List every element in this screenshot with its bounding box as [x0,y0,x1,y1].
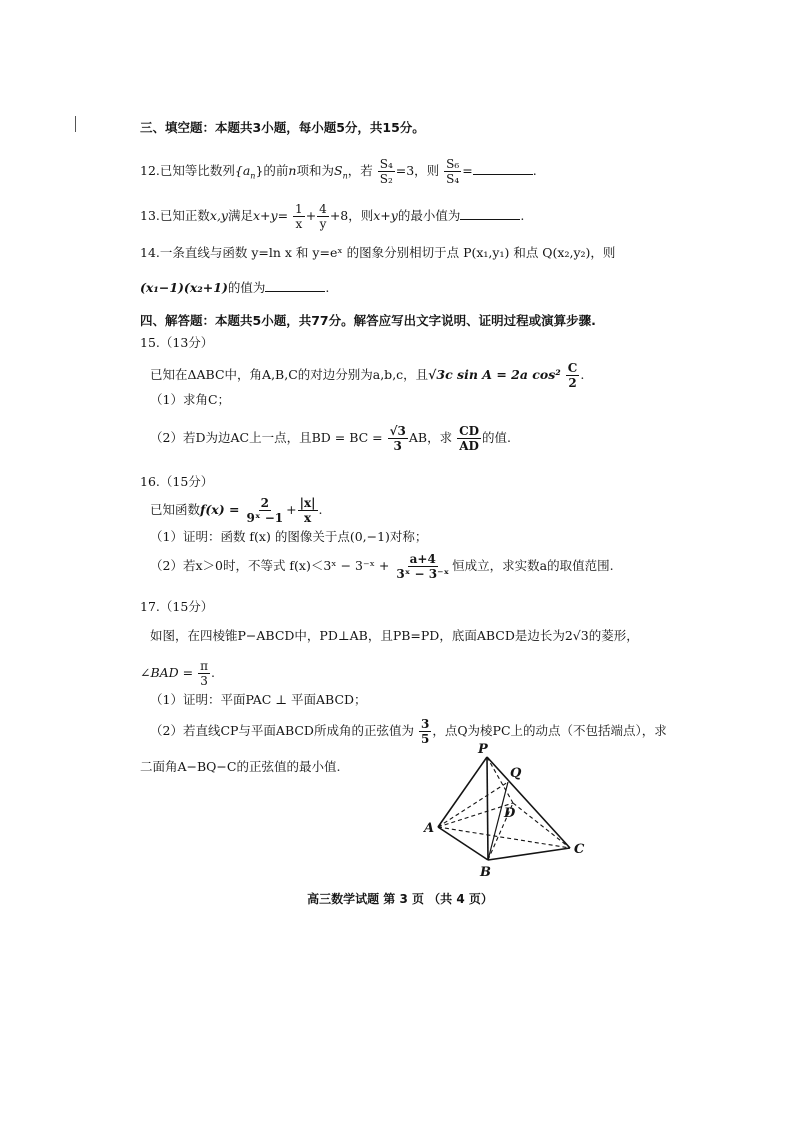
question-16-header: 16.（15分） [140,474,214,489]
fraction-3-5: $\frac{3}{5}$ [420,717,430,746]
question-17-part2: （2）若直线CP与平面ABCD所成角的正弦值为 $\frac{3}{5}$ ，点Q为棱PC上的动点（不包括端点），求 [150,717,667,746]
label-b: B [480,865,491,880]
fraction-absx-x: $\frac{|x|}{x}$ [299,496,316,525]
fraction-sqrt3-3: $\frac{√3}{3}$ [389,424,406,453]
answer-blank-14[interactable] [265,279,325,292]
edge-ab [438,827,488,860]
fraction-2-9x: $\frac{2}{\text{9ˣ −1}}$ [246,496,284,525]
question-17-stem2: ∠BAD = $\frac{\pi}{3}$ . [140,659,216,688]
question-17-stem1: 如图，在四棱锥P−ABCD中，PD⊥AB，且PB=PD，底面ABCD是边长为2√3的菱形， [150,628,639,643]
fraction-pi-3: $\frac{\pi}{3}$ [200,659,209,688]
fraction-cd-ad: $\frac{CD}{AD}$ [459,424,480,453]
fraction-a4: $\frac{a+4}{\text{3ˣ − 3⁻ˣ}}$ [396,552,450,581]
question-14-line2: (x₁−1)(x₂+1)的值为 . [140,280,330,295]
segment-aq [438,782,508,827]
question-17-header: 17.（15分） [140,599,214,614]
fraction-c-2: $\frac{C}{2}$ [567,361,578,390]
answer-blank-12[interactable] [473,162,533,175]
question-15-header: 15.（13分） [140,335,214,350]
question-17-part1: （1）证明：平面PAC ⊥ 平面ABCD； [150,692,367,707]
question-13: 13.已知正数x,y满足x+y= $\frac{1}{x}$ + $\frac{4}{y}$ +8，则x+y的最小值为 . [140,202,525,231]
question-15-part1: （1）求角C； [150,392,231,407]
question-16-part2: （2）若x＞0时，不等式 f(x)＜3ˣ − 3⁻ˣ + $\frac{a+4}{\text{3ˣ − 3⁻ˣ}}$ 恒成立，求实数a的取值范围. [150,552,614,581]
fraction-1-x: $\frac{1}{x}$ [295,202,303,231]
label-q: Q [510,766,522,781]
label-c: C [574,842,585,857]
question-12: 12.已知等比数列$\{a_n\}$的前n项和为$S_n$，若 $\frac{\text{S₄}}{\text{S₂}}$ =3，则 $\frac{\text{S₆}}{\text{S₄}}$ = . [140,157,537,186]
edge-ad [438,803,513,827]
margin-mark [75,116,76,132]
fraction-4-y: $\frac{4}{y}$ [319,202,327,231]
edge-bc [488,848,570,860]
pyramid-figure [420,740,600,880]
edge-pa [438,757,487,827]
section3-title: 三、填空题：本题共3小题，每小题5分，共15分。 [140,120,425,135]
answer-blank-13[interactable] [460,207,520,220]
edge-dc [513,803,570,848]
question-15-part2: （2）若D为边AC上一点，且BD = BC = $\frac{√3}{3}$ AB，求 $\frac{CD}{AD}$ 的值. [150,424,512,453]
page-footer: 高三数学试题 第 3 页 （共 4 页） [307,892,493,906]
question-16-stem: 已知函数f(x) = $\frac{2}{\text{9ˣ −1}}$ + $\frac{|x|}{x}$ . [150,496,323,525]
label-d: D [504,806,516,821]
edge-pb [487,757,488,860]
question-14-line1: 14.一条直线与函数 y=ln x 和 y=eˣ 的图象分别相切于点 P(x₁,y₁) 和点 Q(x₂,y₂)，则 [140,245,616,260]
label-p: P [478,742,488,757]
label-a: A [424,821,435,836]
fraction-s6-s4: $\frac{\text{S₆}}{\text{S₄}}$ [446,157,460,186]
question-15-stem: 已知在ΔABC中，角A,B,C的对边分别为a,b,c，且√3c sin A = 2a cos² $\frac{C}{2}$ . [150,361,585,390]
fraction-s4-s2: $\frac{\text{S₄}}{\text{S₂}}$ [379,157,393,186]
diagonal-ac [438,827,570,848]
question-16-part1: （1）证明：函数 f(x) 的图像关于点(0,−1)对称； [150,529,428,544]
question-17-part2-cont: 二面角A−BQ−C的正弦值的最小值. [140,759,341,774]
section4-title: 四、解答题：本题共5小题，共77分。解答应写出文字说明、证明过程或演算步骤. [140,313,596,328]
